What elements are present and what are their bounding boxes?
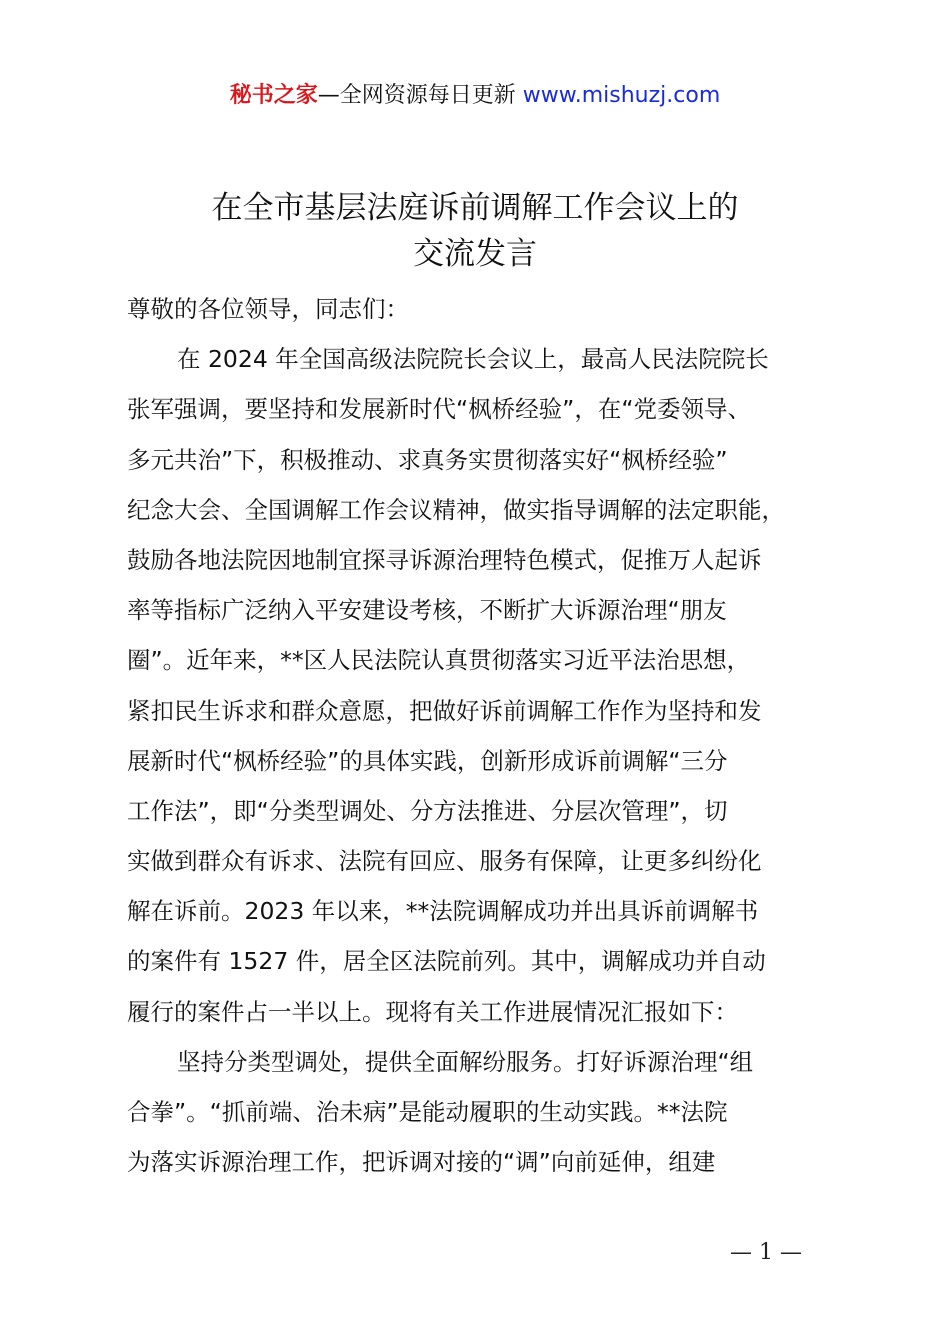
site-url-link[interactable]: www.mishuzj.com (522, 83, 721, 108)
body-line: 坚持分类型调处，提供全面解纷服务。打好诉源治理“组 (177, 1047, 754, 1076)
brand-name: 秘书之家 (229, 83, 318, 108)
body-line: 紧扣民生诉求和群众意愿，把做好诉前调解工作作为坚持和发 (127, 696, 762, 725)
body-line: 为落实诉源治理工作，把诉调对接的“调”向前延伸，组建 (127, 1148, 716, 1177)
page-number: — 1 — (730, 1240, 802, 1265)
body-line: 鼓励各地法院因地制宜探寻诉源治理特色模式，促推万人起诉 (127, 545, 762, 574)
body-line: 工作法”，即“分类型调处、分方法推进、分层次管理”，切 (127, 796, 728, 825)
body-line: 展新时代“枫桥经验”的具体实践，创新形成诉前调解“三分 (127, 746, 728, 775)
title-line-1: 在全市基层法庭诉前调解工作会议上的 (211, 190, 739, 226)
body-line: 张军强调，要坚持和发展新时代“枫桥经验”，在“党委领导、 (127, 395, 752, 424)
body-line: 在 2024 年全国高级法院院长会议上，最高人民法院院长 (177, 345, 769, 374)
body-line: 合拳”。“抓前端、治未病”是能动履职的生动实践。**法院 (127, 1098, 728, 1126)
document-title (0, 185, 950, 277)
document-body (127, 284, 837, 1187)
body-line: 纪念大会、全国调解工作会议精神，做实指导调解的法定职能， (127, 495, 785, 524)
body-line: 的案件有 1527 件，居全区法院前列。其中，调解成功并自动 (127, 947, 766, 976)
title-line-2: 交流发言 (413, 236, 537, 272)
header-tagline: —全网资源每日更新 (317, 83, 523, 108)
body-line: 实做到群众有诉求、法院有回应、服务有保障，让更多纠纷化 (127, 847, 762, 876)
body-line: 多元共治”下，积极推动、求真务实贯彻落实好“枫桥经验” (127, 445, 728, 474)
body-line: 圈”。近年来，**区人民法院认真贯彻落实习近平法治思想， (127, 646, 751, 675)
body-line: 履行的案件占一半以上。现将有关工作进展情况汇报如下： (127, 997, 738, 1026)
body-line: 率等指标广泛纳入平安建设考核，不断扩大诉源治理“朋友 (127, 596, 727, 625)
site-header (0, 78, 950, 114)
salutation: 尊敬的各位领导，同志们： (127, 295, 409, 323)
body-line: 解在诉前。2023 年以来，**法院调解成功并出具诉前调解书 (127, 897, 759, 926)
